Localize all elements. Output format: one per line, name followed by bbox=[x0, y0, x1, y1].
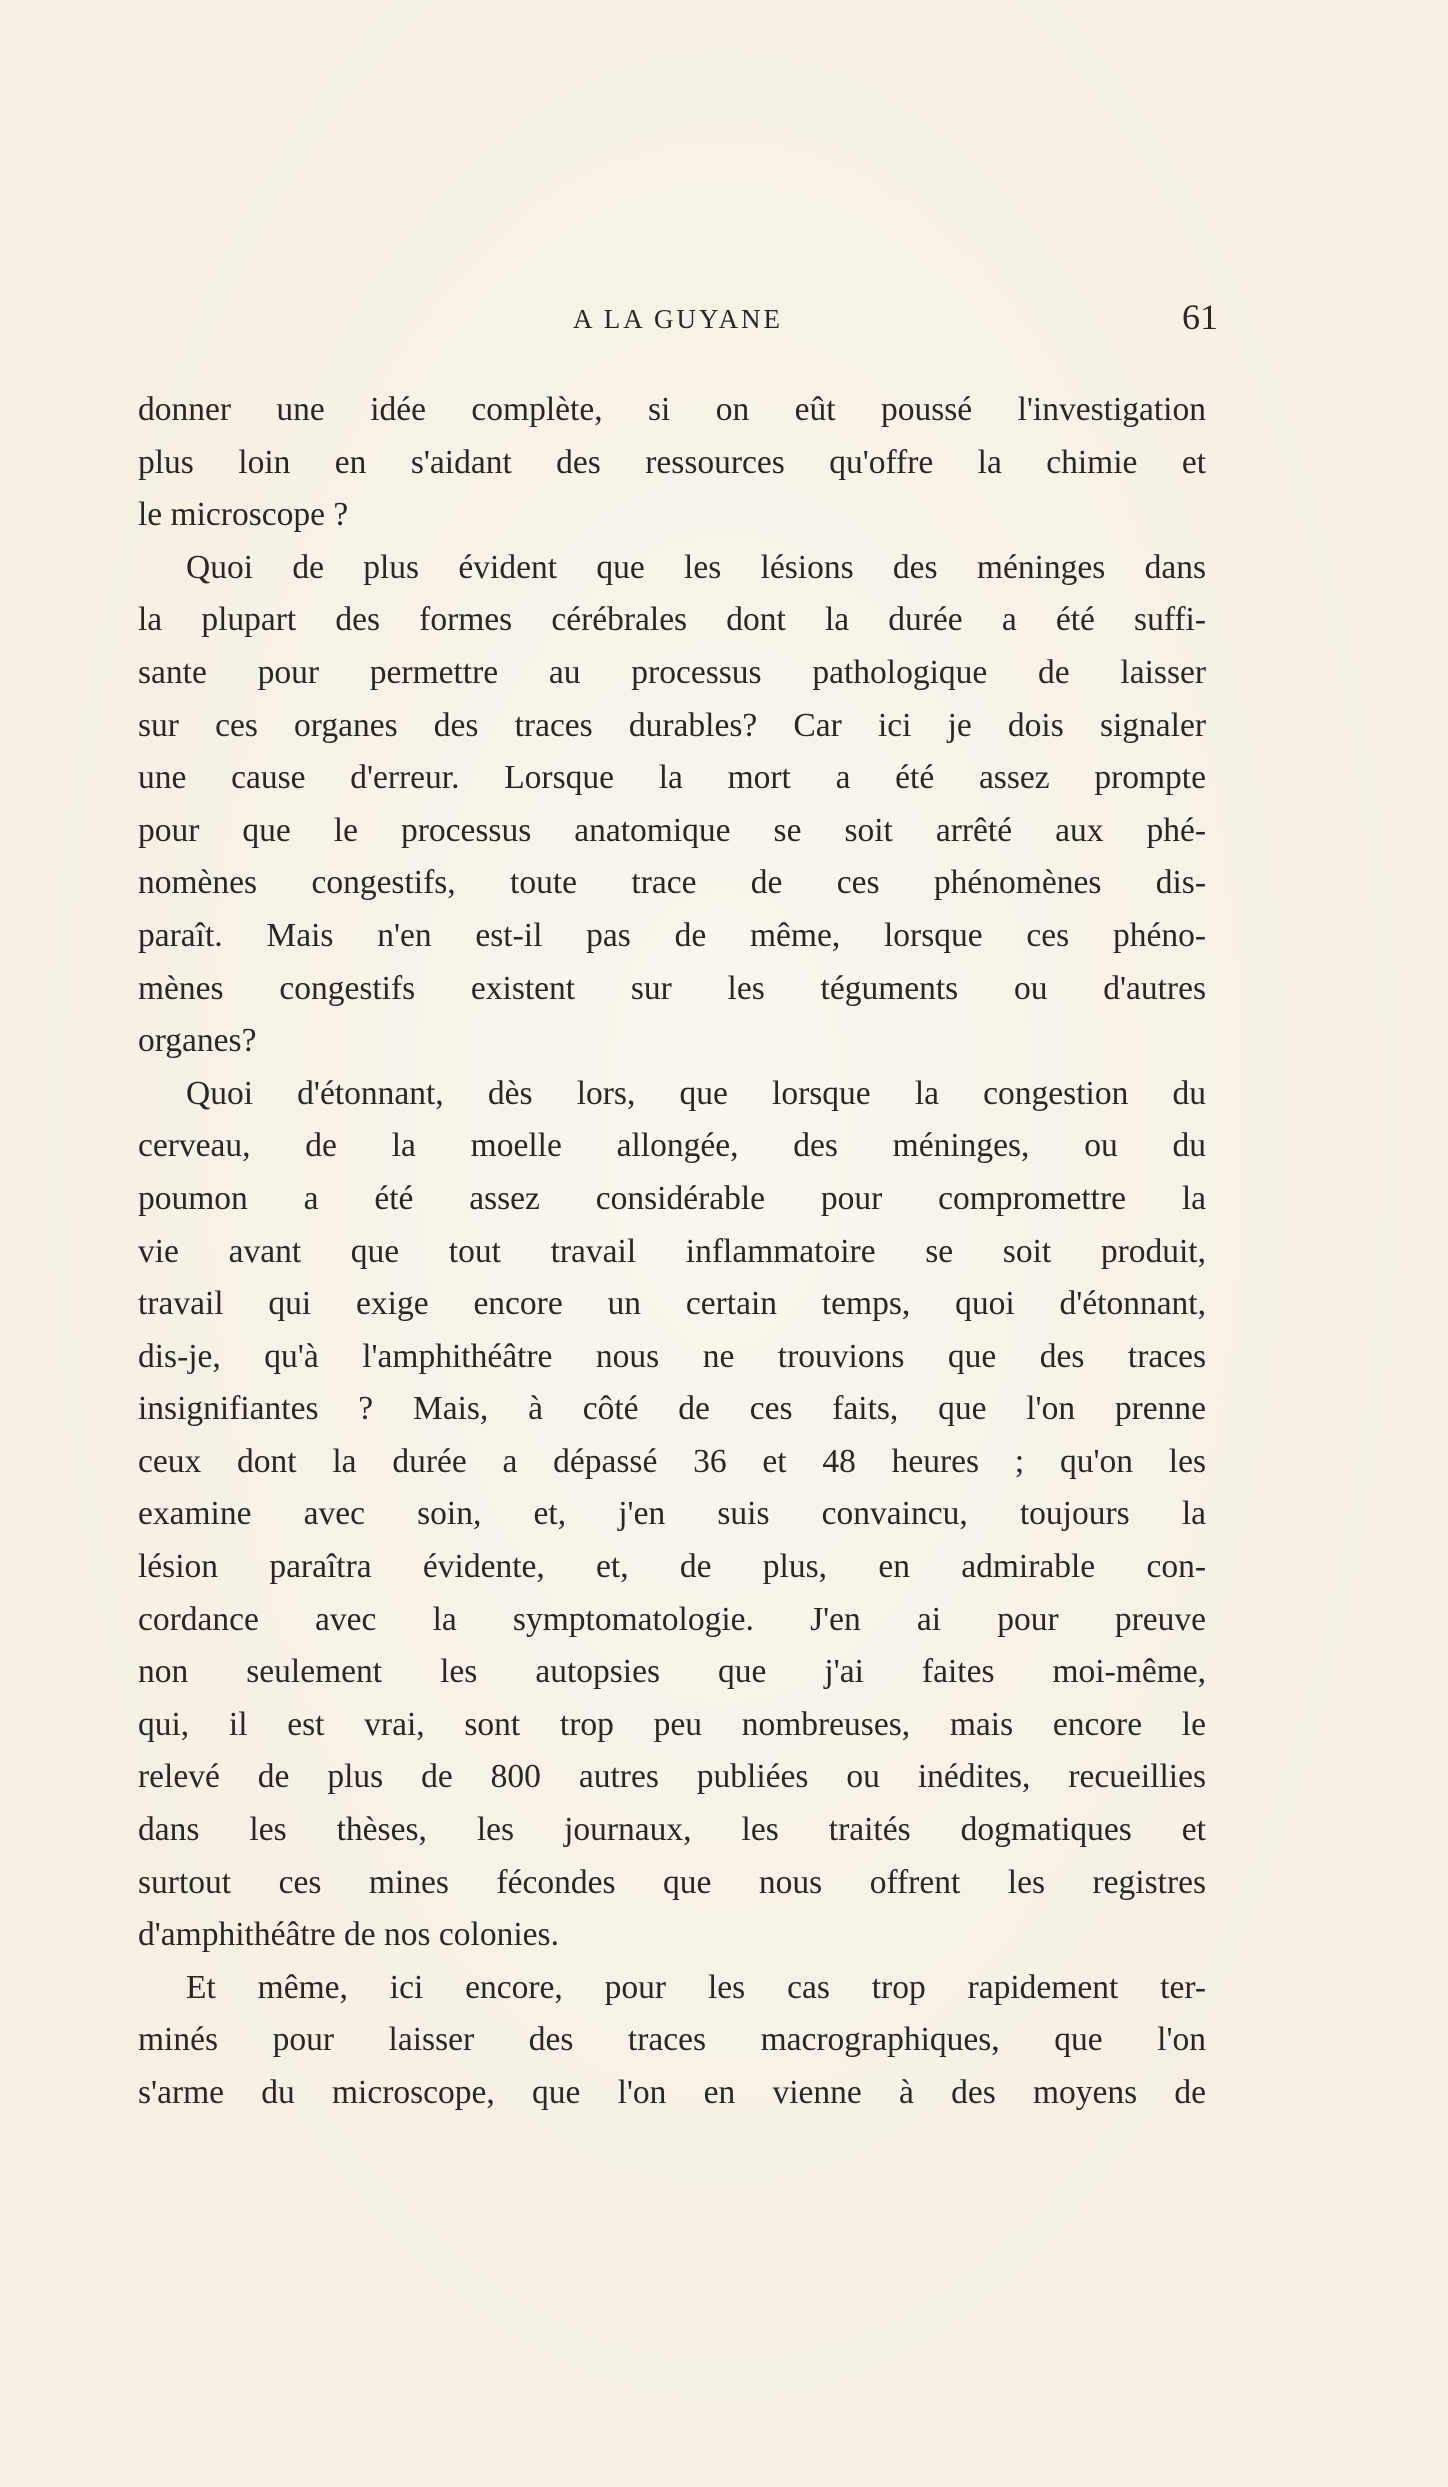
body-text bbox=[138, 384, 1206, 2120]
text-line: une cause d'erreur. Lorsque la mort a été assez prompte bbox=[138, 759, 1206, 797]
text-line: d'amphithéâtre de nos colonies. bbox=[138, 1916, 559, 1954]
text-line: qui, il est vrai, sont trop peu nombreuses, mais encore le bbox=[138, 1705, 1206, 1743]
text-line: sante pour permettre au processus pathologique de laisser bbox=[138, 653, 1206, 691]
text-line: Quoi de plus évident que les lésions des méninges dans bbox=[186, 548, 1206, 586]
text-line: pour que le processus anatomique se soit arrêté aux phé- bbox=[138, 811, 1206, 849]
text-line: donner une idée complète, si on eût poussé l'investigation bbox=[138, 391, 1206, 428]
text-line: lésion paraîtra évidente, et, de plus, en admirable con- bbox=[138, 1548, 1206, 1586]
text-line: paraît. Mais n'en est-il pas de même, lorsque ces phéno- bbox=[138, 916, 1206, 954]
text-line: dans les thèses, les journaux, les traités dogmatiques et bbox=[138, 1811, 1206, 1849]
text-line: minés pour laisser des traces macrographiques, que l'on bbox=[138, 2021, 1206, 2059]
text-line: Quoi d'étonnant, dès lors, que lorsque la congestion du bbox=[186, 1074, 1206, 1112]
text-line: ceux dont la durée a dépassé 36 et 48 heures ; qu'on les bbox=[138, 1442, 1206, 1480]
text-line: non seulement les autopsies que j'ai faites moi-même, bbox=[138, 1653, 1206, 1691]
text-line: insignifiantes ? Mais, à côté de ces faits, que l'on prenne bbox=[138, 1390, 1206, 1428]
text-line: Et même, ici encore, pour les cas trop rapidement ter- bbox=[186, 1968, 1206, 2006]
text-line: poumon a été assez considérable pour compromettre la bbox=[138, 1179, 1206, 1217]
text-line: surtout ces mines fécondes que nous offrent les registres bbox=[138, 1863, 1206, 1901]
text-line: le microscope ? bbox=[138, 496, 349, 534]
text-line: mènes congestifs existent sur les téguments ou d'autres bbox=[138, 969, 1206, 1007]
running-title: A LA GUYANE bbox=[572, 304, 783, 334]
text-line: plus loin en s'aidant des ressources qu'offre la chimie et bbox=[138, 443, 1206, 481]
text-line: cordance avec la symptomatologie. J'en ai pour preuve bbox=[138, 1600, 1206, 1638]
text-line: travail qui exige encore un certain temps, quoi d'étonnant, bbox=[138, 1285, 1206, 1323]
text-line: dis-je, qu'à l'amphithéâtre nous ne trouvions que des traces bbox=[138, 1337, 1206, 1375]
text-line: organes? bbox=[138, 1022, 257, 1060]
text-line: sur ces organes des traces durables? Car ici je dois signaler bbox=[138, 706, 1206, 744]
text-line: vie avant que tout travail inflammatoire se soit produit, bbox=[138, 1232, 1206, 1270]
text-line: nomènes congestifs, toute trace de ces phénomènes dis- bbox=[138, 864, 1206, 902]
text-line: la plupart des formes cérébrales dont la durée a été suffi- bbox=[138, 601, 1206, 639]
page-header bbox=[138, 296, 1218, 346]
page-number: 61 bbox=[1182, 297, 1218, 337]
text-line: examine avec soin, et, j'en suis convaincu, toujours la bbox=[138, 1495, 1206, 1533]
text-line: s'arme du microscope, que l'on en vienne à des moyens de bbox=[138, 2074, 1206, 2111]
text-line: cerveau, de la moelle allongée, des méninges, ou du bbox=[138, 1127, 1206, 1165]
text-line: relevé de plus de 800 autres publiées ou inédites, recueillies bbox=[138, 1758, 1206, 1796]
